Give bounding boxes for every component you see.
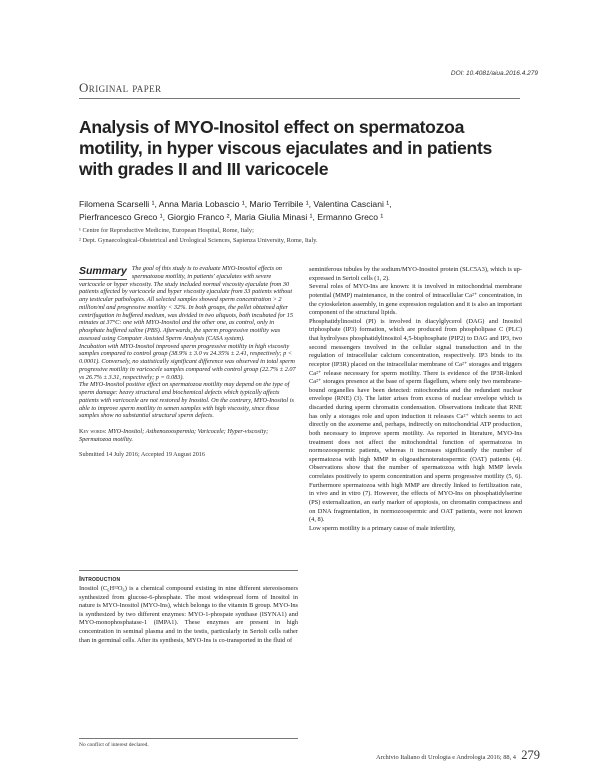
keywords-label: Key words: bbox=[79, 428, 107, 435]
section-label: Original paper bbox=[79, 80, 162, 95]
introduction-divider bbox=[79, 570, 298, 571]
right-paragraph-3: Phosphatidylinositol (PI) is involved in diacylglycerol (DAG) and Inositol triphosphate (IP3) formation, which are produced from phospholipase C (PLC) that hydrolyses phosphatidylinositol 4,5-bisphosphate (PIP2) to DAG and IP3, two second messengers involved in the cellular signal transduction and in the regulation of intracellular calcium concentration, respectively. IP3 binds to its receptor (IP3R) placed on the intracellular membrane of Ca²⁺ storages and triggers Ca²⁺ release necessary for sperm motility. There is evidence of the IP3R-linked Ca²⁺ storages presence at the base of sperm flagellum, where only two membrane-bound organelles have been detected: mitochondria and the redundant nuclear envelope (RNE) (3). The latter arises from excess of nuclear envelope which is discarded during sperm chromatin condensation. Observations indicate that RNE has only a storages role and upon induction it releases Ca²⁺ which seems to act directly on the axoneme and, perhaps, indirectly on mitochondrial ATP production, both necessary to improve sperm motility. As reported in literature, MYO-Ins treatment does not affect the mitochondrial function of spermatozoa in normozoospermic patients, whereas it increases significantly the number of spermatozoa with high MMP in oligoasthenoteratospermic (OAT) patients (4). Observations show that the number of spermatozoa with high MMP levels correlates positively to sperm concentration and sperm progressive motility (5, 6). Furthermore spermatozoa with high MMP are directly linked to fertilization rate, in vivo and in vitro (7). However, the effects of MYO-Ins on phosphatidylserine (PS) externalization, an early marker of apoptosis, on chromatin compactness and on DNA fragmentation, in normozoospermic and OAT patients, were not known (4, 8). bbox=[309, 317, 522, 524]
footnote-divider bbox=[79, 738, 298, 739]
abstract-paragraph-1: The goal of this study is to evaluate MYO-Inositol effects on spermatozoa motility, in patients' ejaculates with severe varicocele or hyper viscosity. The study included normal viscosity ejaculate from 30 patients affected by varicocele and hyper viscosity ejaculate from 33 patients without any testicular pathologies. All selected samples showed sperm concentration > 2 million/ml and progressive motility < 32%. In both groups, the pellet obtained after centrifugation in buffered medium, was divided in two aliquots, both incubated for 15 minutes at 37°C: one with MYO-Inositol and the other one, as control, only in phosphate buffered saline (PBS). Afterwards, the sperm progressive motility was assessed using Computer Assisted Sperm Analysis (CASA system). bbox=[79, 265, 293, 342]
keywords-list: MYO-Inositol; Asthenozoospermia; Varicocele; Hyper-viscosity; Spermatozoa motility. bbox=[79, 428, 269, 443]
article-title: Analysis of MYO-Inositol effect on spermatozoa motility, in hyper viscous ejaculates and in patients with grades II and III varicocele bbox=[79, 117, 492, 179]
introduction-paragraph-1: Inositol (C₆H¹²O₆) is a chemical compound existing in nine different stereoisomers synthesized from glucose-6-phosphate. The most widespread form of Inositol in nature is MYO-Inositol (MYO-Ins), which belongs to the vitamin B group. MYO-Ins is synthesized by two different enzymes: MYO-1-phospate synthase (ISYNA1) and MYO-monophosphatase-1 (IMPA1). These enzymes are present in high concentration in seminal plasma and in the testis, particularly in Sertoli cells rather than in germinal cells. After its synthesis, MYO-Ins is co-transported in the fluid of bbox=[79, 585, 298, 644]
right-paragraph-1: seminiferous tubules by the sodium/MYO-Inositol protein (SLC5A3), which is up-expressed in Sertoli cells (1, 2). bbox=[309, 266, 522, 282]
affiliation-1: ¹ Centre for Reproductive Medicine, European Hospital, Rome, Italy; bbox=[79, 227, 254, 234]
summary-heading: Summary bbox=[79, 265, 127, 280]
right-paragraph-4: Low sperm motility is a primary cause of male infertility, bbox=[309, 524, 456, 532]
header-divider bbox=[79, 98, 520, 99]
introduction-body bbox=[79, 585, 298, 645]
authors-line-1: Filomena Scarselli ¹, Anna Maria Lobascio ¹, Mario Terribile ¹, Valentina Casciani ¹, bbox=[79, 199, 392, 209]
affiliations bbox=[79, 226, 524, 246]
right-paragraph-2: Several roles of MYO-Ins are known: it is involved in mitochondrial membrane potential (MMP) maintenance, in the control of intracellular Ca²⁺ concentration, in the cytoskeleton assembly, in gene expression regulation and it is also an important component of the structural lipids. bbox=[309, 283, 522, 317]
doi: DOI: 10.4081/aiua.2016.4.279 bbox=[450, 70, 538, 77]
abstract bbox=[79, 265, 298, 458]
page-number: 279 bbox=[521, 748, 540, 762]
abstract-paragraph-2: Incubation with MYO-Inositol improved sperm progressive motility in high viscosity samples compared to control group (38.9% ± 3.0 vs 24.35% ± 2.41, respectively; p < 0.0001). Conversely, no statistically significant difference was observed in total sperm progressive motility in varicocele samples compared with control group (22.7% ± 2.07 vs 26.7% ± 3.31, respectively; p = 0.083). bbox=[79, 342, 296, 381]
right-column-body bbox=[309, 266, 522, 533]
footnote: No conflict of interest declared. bbox=[79, 742, 149, 748]
affiliation-2: ² Dept. Gynaecological-Obstetrical and Urological Sciences, Sapienza University, Rome, Italy. bbox=[79, 237, 318, 244]
authors-line-2: Pierfrancesco Greco ¹, Giorgio Franco ², Maria Giulia Minasi ¹, Ermanno Greco ¹ bbox=[79, 211, 384, 222]
abstract-paragraph-3: The MYO-Inositol positive effect on spermatozoa motility may depend on the type of sperm damage: heavy structural and biochemical defects which typically affects patients with varicocele are not restored by Inositol. On the contrary, MYO-Inositol is able to improve sperm motility in semen samples with high viscosity, since those samples show no substantial structural sperm defects. bbox=[79, 381, 294, 420]
journal-citation: Archivio Italiano di Urologia e Andrologia 2016; 88, 4 bbox=[375, 754, 516, 761]
submission-dates: Submitted 14 July 2016; Accepted 19 August 2016 bbox=[79, 450, 205, 458]
keywords bbox=[79, 428, 298, 444]
authors bbox=[79, 198, 524, 223]
introduction-heading: Introduction bbox=[79, 576, 121, 583]
